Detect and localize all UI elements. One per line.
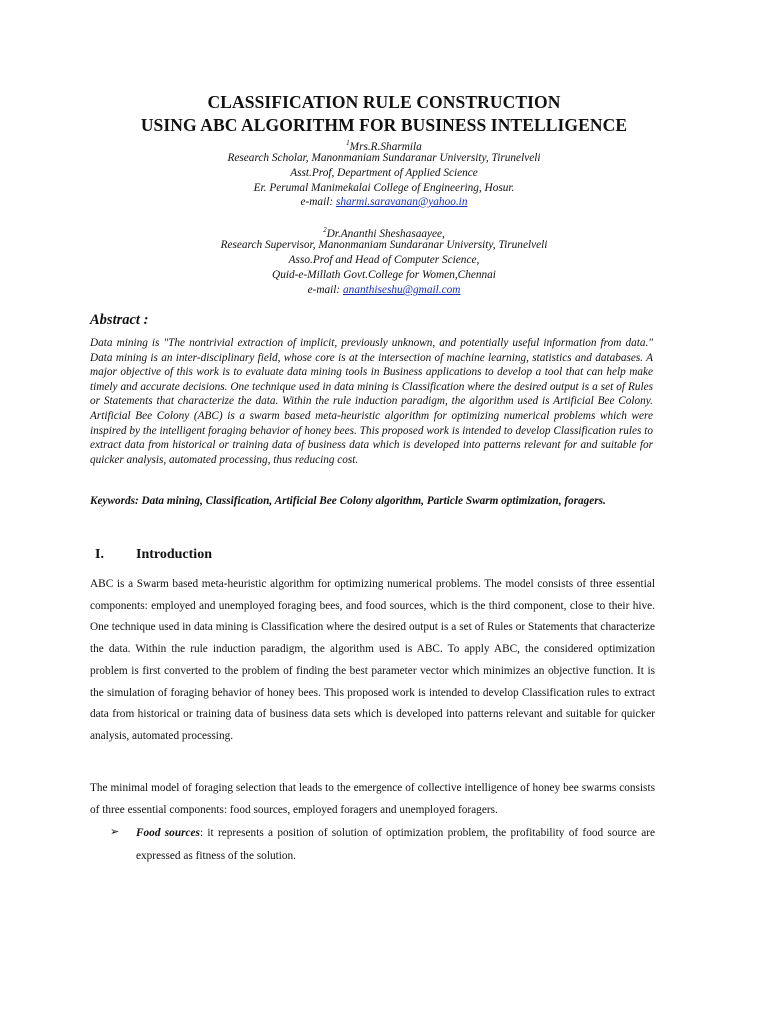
keywords: Keywords: Data mining, Classification, Artificial Bee Colony algorithm, Particle Swarm optimization, foragers.	[90, 495, 606, 507]
section-title: Introduction	[136, 547, 212, 562]
author2-role2: Asso.Prof and Head of Computer Science,	[288, 254, 480, 266]
author2-number: 2	[323, 226, 327, 234]
abstract-heading: Abstract :	[90, 312, 149, 328]
author2-role1: Research Supervisor, Manonmaniam Sundaranar University, Tirunelveli	[220, 239, 548, 251]
intro-paragraph-2: The minimal model of foraging selection that leads to the emergence of collective intelligence of honey bee swarms consists of three essential components: food sources, employed foragers and unemployed foragers.	[90, 782, 655, 816]
bullet-term: Food sources	[136, 827, 200, 839]
arrow-bullet-icon: ➢	[110, 826, 120, 838]
author2-name: Dr.Ananthi Sheshasaayee,	[326, 227, 445, 240]
author1-role2: Asst.Prof, Department of Applied Science	[290, 167, 478, 179]
author1-email-link[interactable]: sharmi.saravanan@yahoo.in	[335, 196, 468, 208]
bullet-text	[136, 822, 655, 867]
author1-institution: Er. Perumal Manimekalai College of Engineering, Hosur.	[253, 182, 515, 194]
author1-email-label: e-mail:	[300, 196, 334, 208]
author1-number: 1	[346, 139, 350, 147]
author1-email-line	[0, 195, 768, 210]
author2-email-label: e-mail:	[307, 284, 341, 296]
author2-institution: Quid-e-Millath Govt.College for Women,Chennai	[272, 269, 496, 281]
author2-email-line	[0, 283, 768, 298]
author2-email-link[interactable]: ananthiseshu@gmail.com	[343, 284, 461, 296]
bullet-description: : it represents a position of solution of optimization problem, the profitability of food source are expressed as fitness of the solution.	[136, 827, 656, 862]
section-number: I.	[95, 547, 104, 562]
intro-paragraph-1: ABC is a Swarm based meta-heuristic algorithm for optimizing numerical problems. The model consists of three essential components: employed and unemployed foraging bees, and food sources, which is the third component, close to their hive. One technique used in data mining is Classification where the desired output is a set of Rules or Statements that characterize the data. Within the rule induction paradigm, the algorithm used is ABC. To apply ABC, the considered optimization problem is first converted to the problem of finding the best parameter vector which minimizes an objective function. It is the simulation of foraging behavior of honey bees. This proposed work is intended to develop Classification rules to extract data from historical or training data of business data sets which is developed into patterns relevant and suitable for quicker analysis, automated processing.	[90, 578, 655, 742]
author1-name: Mrs.R.Sharmila	[349, 140, 422, 153]
author1-role1: Research Scholar, Manonmaniam Sundaranar University, Tirunelveli	[227, 152, 541, 164]
paper-title-line-1: CLASSIFICATION RULE CONSTRUCTION	[207, 92, 561, 112]
paper-title-line-2: USING ABC ALGORITHM FOR BUSINESS INTELLIGENCE	[140, 115, 628, 135]
abstract-text: Data mining is "The nontrivial extraction of implicit, previously unknown, and potentially useful information from data." Data mining is an inter-disciplinary field, whose core is at the intersection of machine learning, statistics and databases. A major objective of this work is to evaluate data mining tools in Business applications to develop a tool that can help make timely and accurate decisions. One technique used in data mining is Classification where the desired output is a set of Rules or Statements that characterize the data. Within the rule induction paradigm, the algorithm used is Artificial Bee Colony. Artificial Bee Colony (ABC) is a swarm based meta-heuristic algorithm for optimizing numerical problems which were inspired by the intelligent foraging behavior of honey bees. This proposed work is intended to develop Classification rules to extract data from historical or training data of business data which is developed into patterns relevant for and suitable for quicker analysis, automated processing, thus reducing cost.	[90, 337, 653, 466]
